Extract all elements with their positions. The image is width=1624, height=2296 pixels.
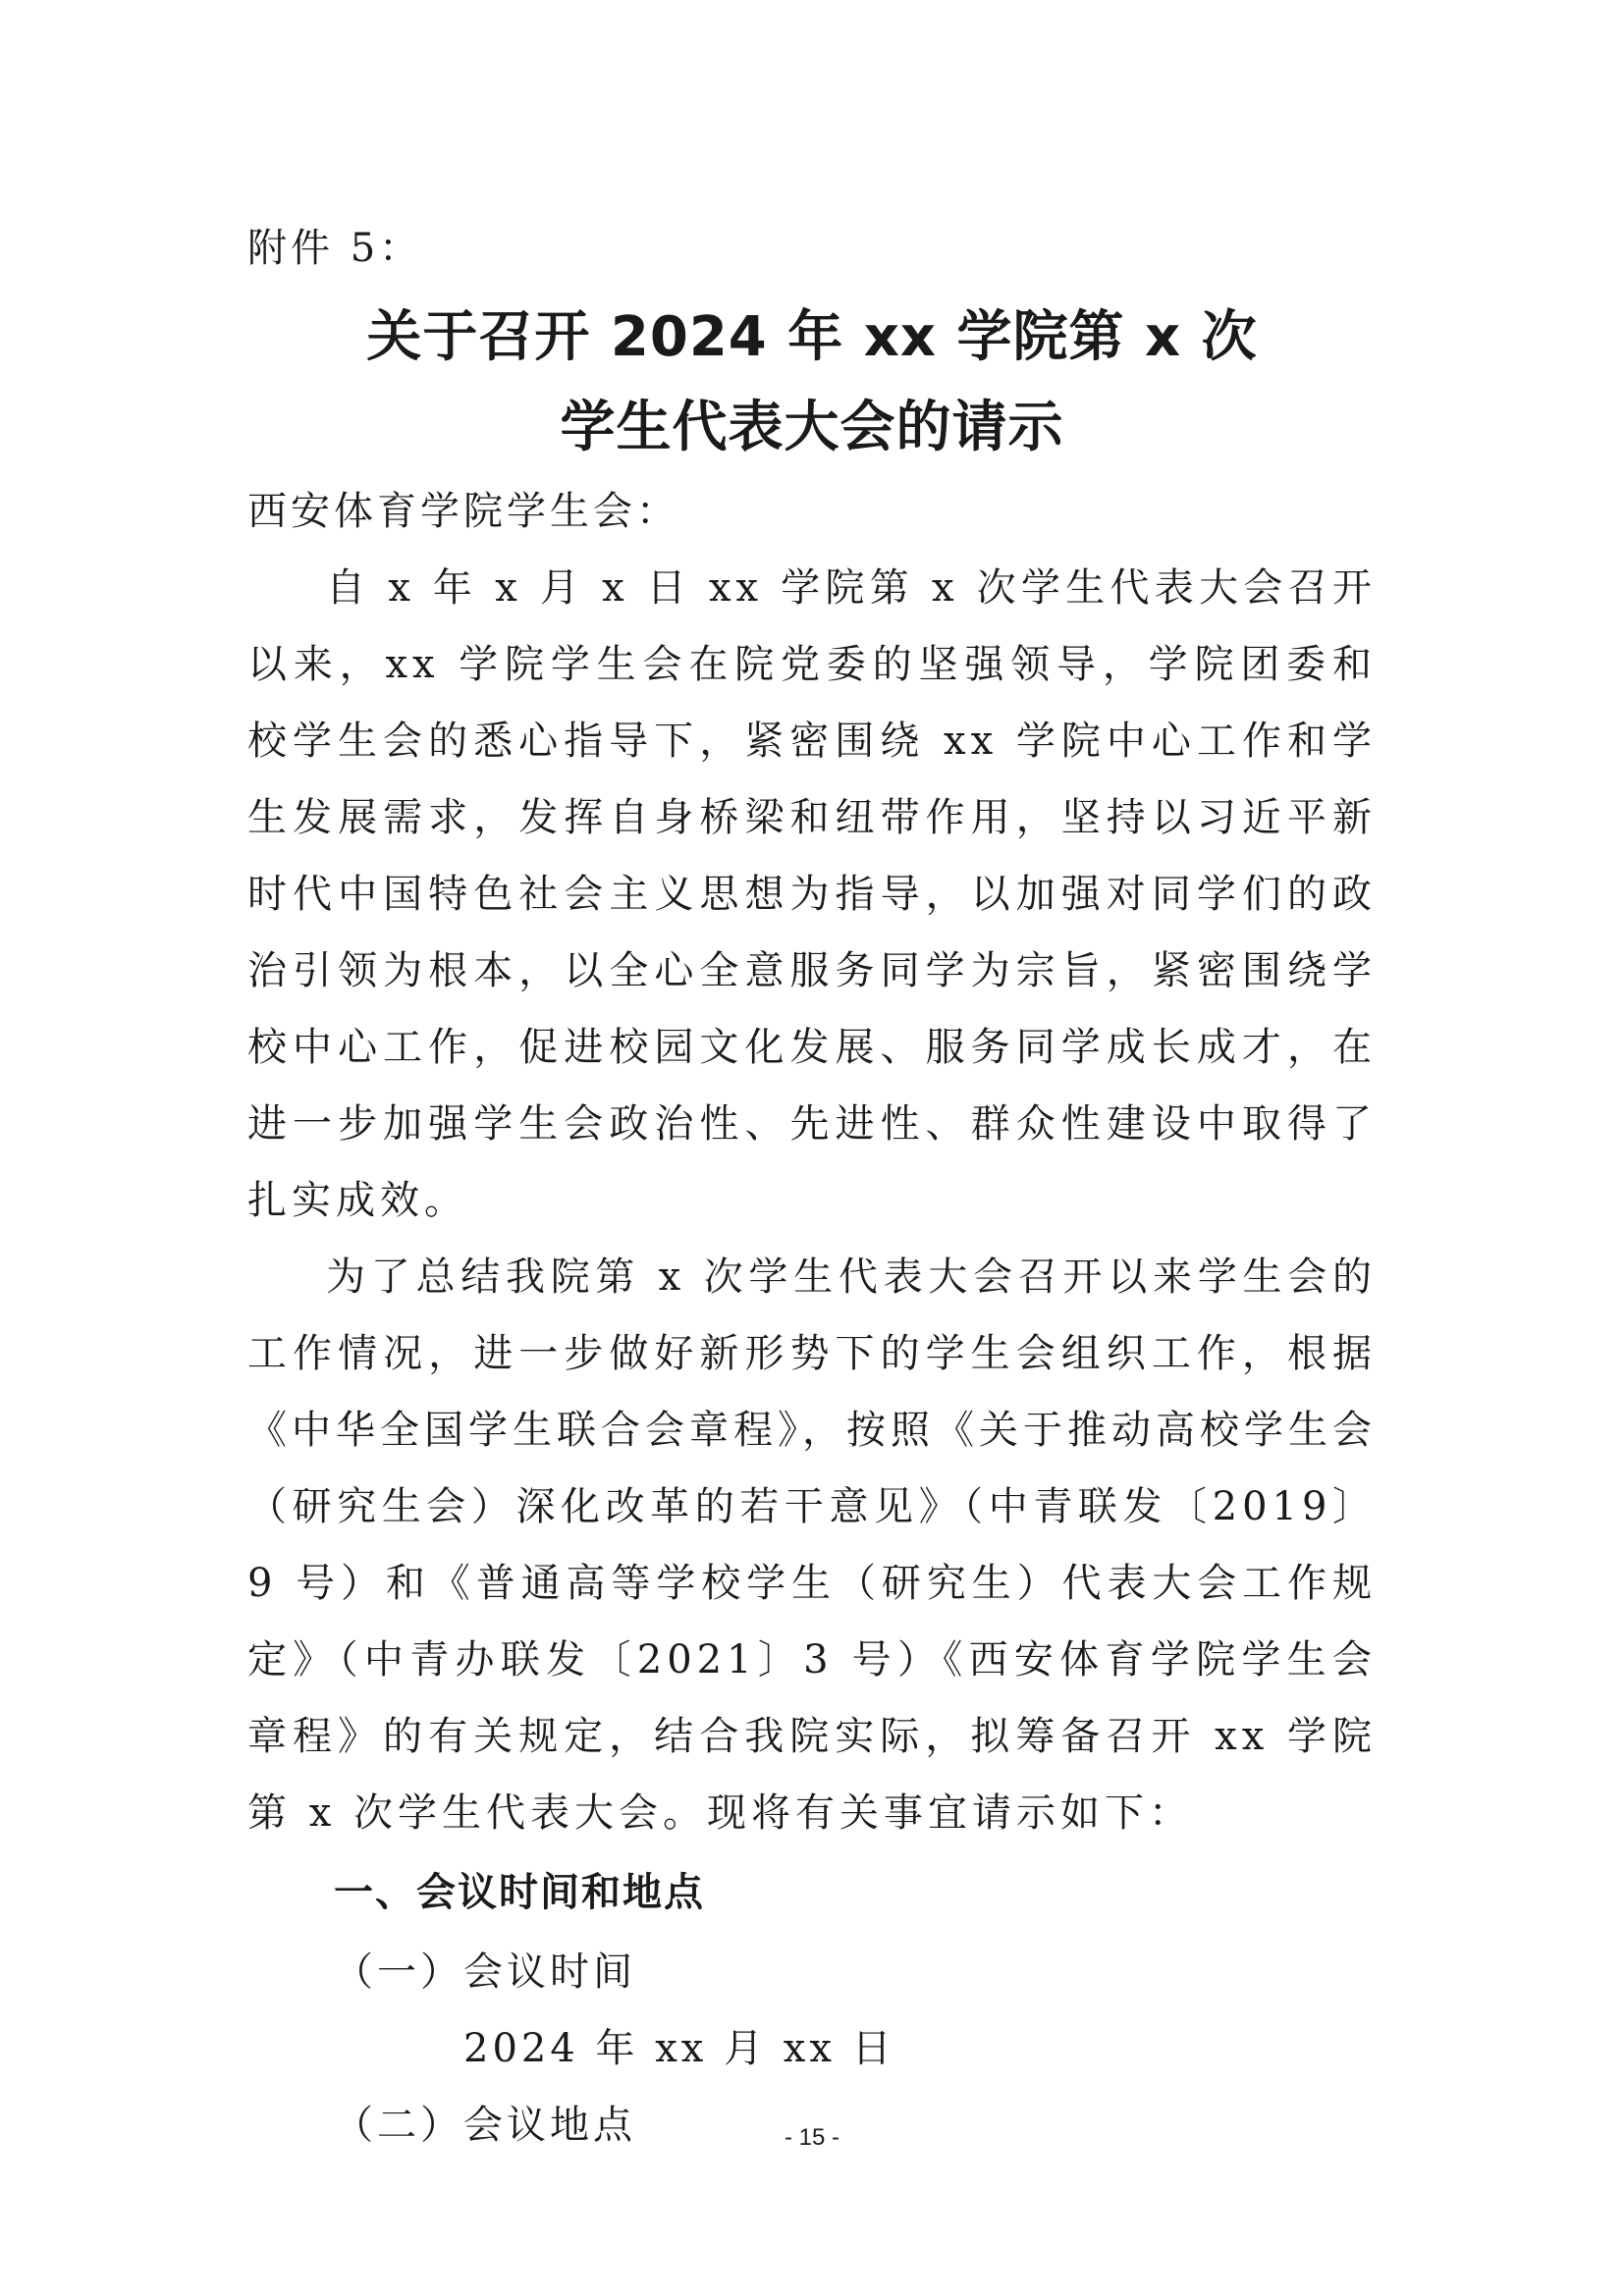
body-paragraph-1: 自 x 年 x 月 x 日 xx 学院第 x 次学生代表大会召开以来，xx 学院学生会在院党委的坚强领导，学院团委和校学生会的悉心指导下，紧密围绕 xx 学院中心工作和学生发展需求，发挥自身桥梁和纽带作用，坚持以习近平新时代中国特色社会主义思想为指导，以加强对同学们的政治引领为根本，以全心全意服务同学为宗旨，紧密围绕学校中心工作，促进校园文化发展、服务同学成长成才，在进一步加强学生会政治性、先进性、群众性建设中取得了扎实成效。 [247,565,1377,1223]
section-heading-time-and-place: 一、会议时间和地点 [334,1870,705,1915]
subsection-heading-meeting-time: （一）会议时间 [334,1949,636,1995]
recipient-line: 西安体育学院学生会： [247,489,679,534]
document-body [247,218,1377,2163]
document-title-line-1: 关于召开 2024 年 xx 学院第 x 次 [366,305,1258,369]
document-title-line-2: 学生代表大会的请示 [560,396,1064,459]
attachment-label: 附件 5： [247,226,423,271]
page-number: - 15 - [784,2124,839,2151]
meeting-date: 2024 年 xx 月 xx 日 [463,2026,895,2071]
body-paragraph-2: 为了总结我院第 x 次学生代表大会召开以来学生会的工作情况，进一步做好新形势下的学生会组织工作，根据《中华全国学生联合会章程》，按照《关于推动高校学生会（研究生会）深化改革的若干意见》（中青联发〔2019〕9 号）和《普通高等学校学生（研究生）代表大会工作规定》（中青办联发〔2021〕3 号）《西安体育学院学生会章程》的有关规定，结合我院实际，拟筹备召开 xx 学院第 x 次学生代表大会。现将有关事宜请示如下： [247,1255,1377,1836]
subsection-heading-meeting-place: （二）会议地点 [334,2103,636,2148]
